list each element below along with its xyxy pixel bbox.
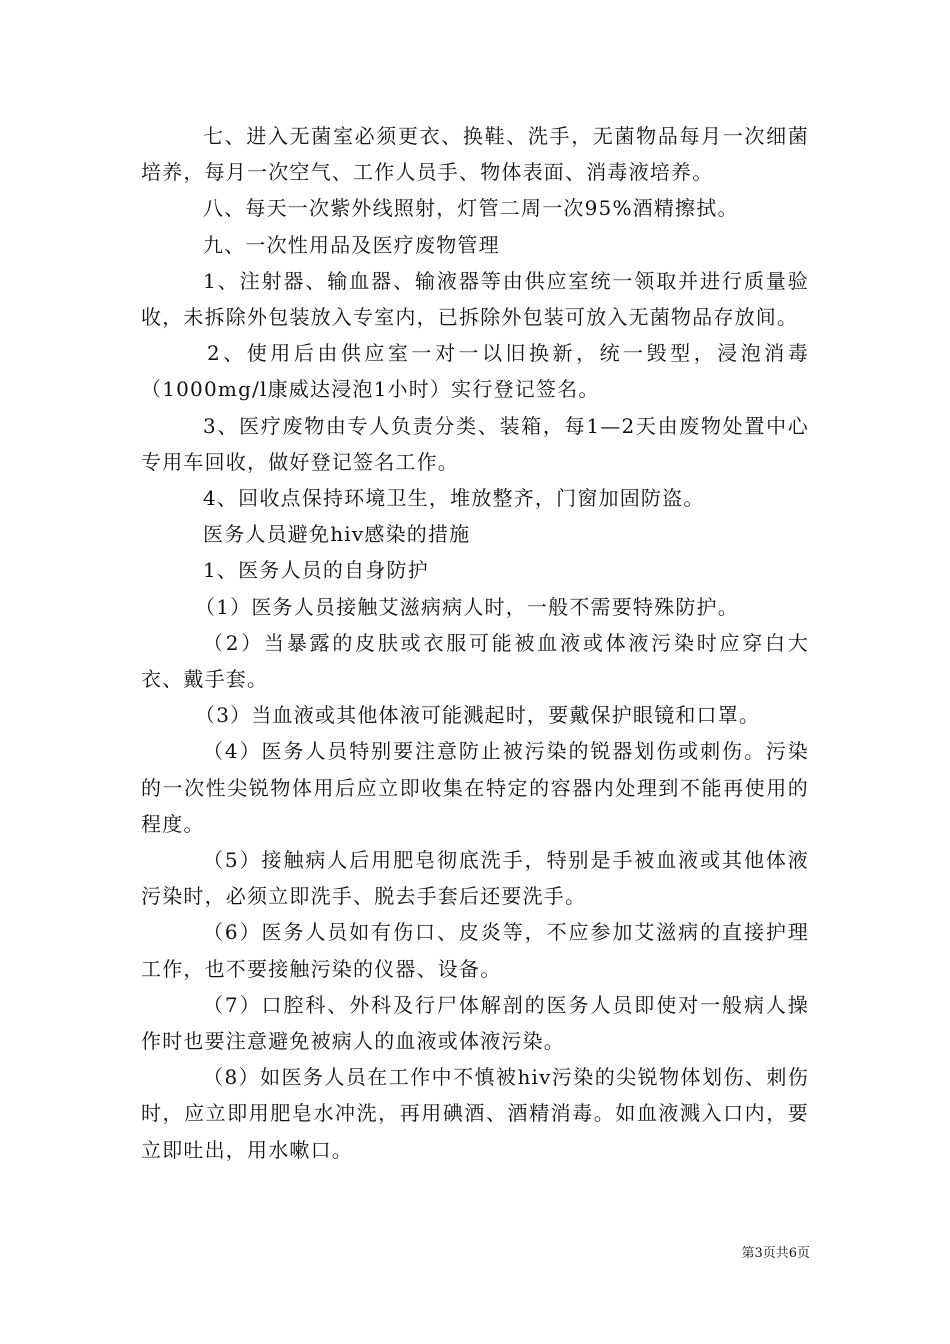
- document-body: [141, 118, 809, 1168]
- paragraph-disposables-heading: 九、一次性用品及医疗废物管理: [203, 232, 500, 257]
- list-item-5: （5）接触病人后用肥皂彻底洗手，特别是手被血液或其他体液污染时，必须立即洗手、脱去手套后还要洗手。: [141, 848, 809, 909]
- paragraph-disposables-2: 2、使用后由供应室一对一以旧换新，统一毁型，浸泡消毒（1000mg/l康威达浸泡1小时）实行登记签名。: [141, 341, 809, 402]
- list-item-1: （1）医务人员接触艾滋病病人时，一般不需要特殊防护。: [195, 594, 739, 619]
- list-item-4: （4）医务人员特别要注意防止被污染的锐器划伤或刺伤。污染的一次性尖锐物体用后应立即收集在特定的容器内处理到不能再使用的程度。: [141, 739, 809, 836]
- subheading-self-protection: 1、医务人员的自身防护: [203, 558, 429, 583]
- section-heading-hiv: 医务人员避免hiv感染的措施: [203, 522, 471, 547]
- paragraph-sterile-room: 七、进入无菌室必须更衣、换鞋、洗手，无菌物品每月一次细菌培养，每月一次空气、工作人员手、物体表面、消毒液培养。: [141, 124, 809, 185]
- paragraph-disposables-3: 3、医疗废物由专人负责分类、装箱，每1—2天由废物处置中心专用车回收，做好登记签名工作。: [141, 413, 809, 474]
- page-number-footer: 第3页共6页: [741, 1246, 810, 1261]
- list-item-7: （7）口腔科、外科及行尸体解剖的医务人员即使对一般病人操作时也要注意避免被病人的血液或体液污染。: [141, 992, 809, 1054]
- paragraph-uv-irradiation: 八、每天一次紫外线照射，灯管二周一次95%酒精擦拭。: [203, 196, 739, 221]
- list-item-8: （8）如医务人员在工作中不慎被hiv污染的尖锐物体划伤、刺伤时，应立即用肥皂水冲洗，再用碘酒、酒精消毒。如血液溅入口内，要立即吐出，用水嗽口。: [141, 1065, 809, 1162]
- paragraph-disposables-4: 4、回收点保持环境卫生，堆放整齐，门窗加固防盗。: [203, 486, 705, 511]
- list-item-3: （3）当血液或其他体液可能溅起时，要戴保护眼镜和口罩。: [195, 703, 761, 728]
- list-item-2: （2）当暴露的皮肤或衣服可能被血液或体液污染时应穿白大衣、戴手套。: [141, 630, 809, 692]
- paragraph-disposables-1: 1、注射器、输血器、输液器等由供应室统一领取并进行质量验收，未拆除外包装放入专室内，已拆除外包装可放入无菌物品存放间。: [141, 268, 809, 330]
- list-item-6: （6）医务人员如有伤口、皮炎等，不应参加艾滋病的直接护理工作，也不要接触污染的仪器、设备。: [141, 920, 809, 981]
